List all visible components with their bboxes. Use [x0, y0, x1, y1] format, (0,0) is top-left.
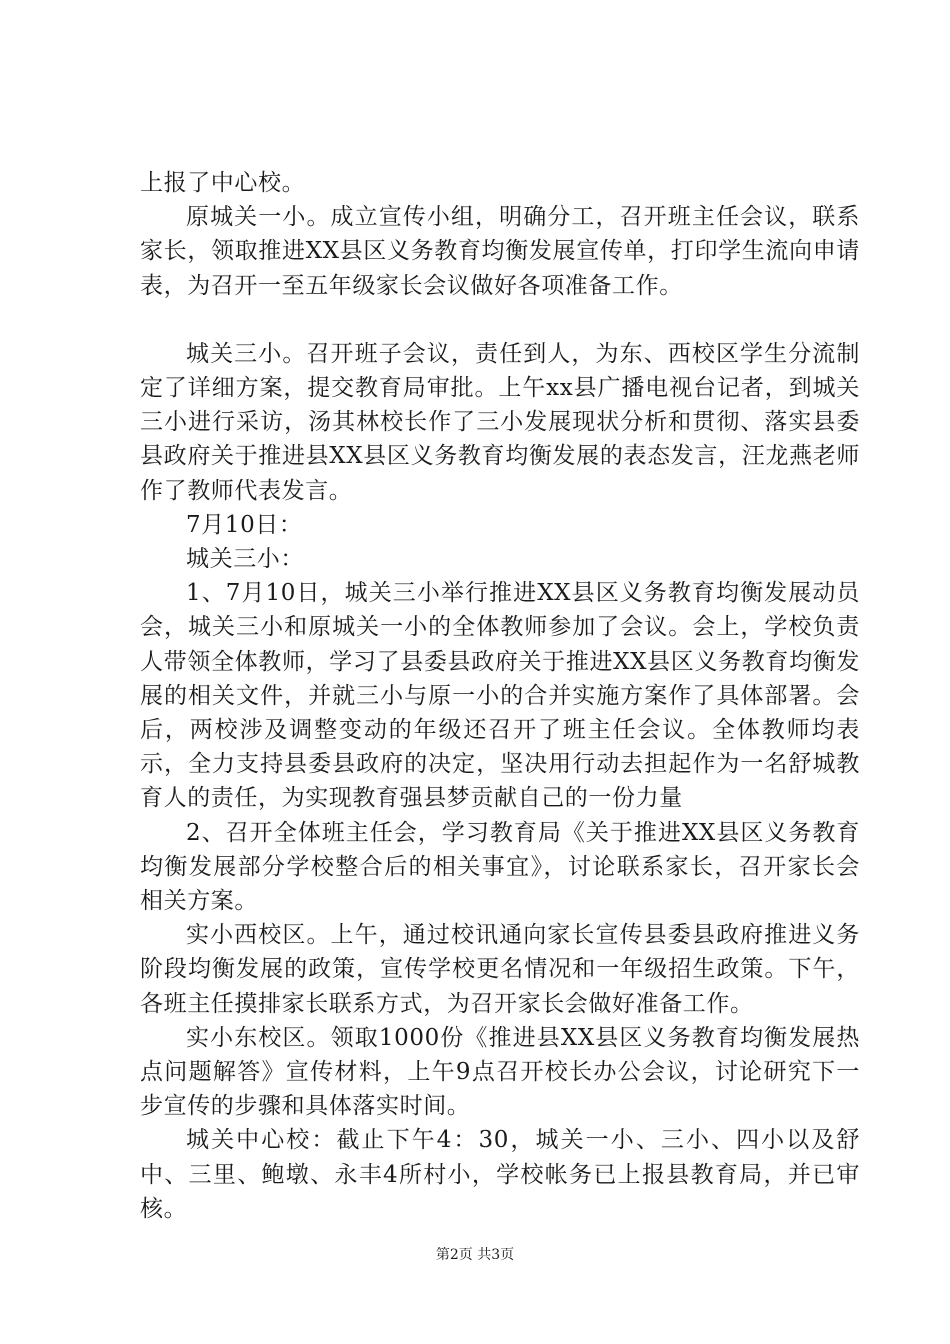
paragraph-central-school: 城关中心校：截止下午4：30，城关一小、三小、四小以及舒中、三里、鲍墩、永丰4所村小，学校帐务已上报县教育局，并已审核。 — [140, 1127, 860, 1222]
paragraph-continuation: 上报了中心校。 — [140, 170, 306, 196]
paragraph-item-2: 2、召开全体班主任会，学习教育局《关于推进XX县区义务教育均衡发展部分学校整合后的相关事宜》，讨论联系家长，召开家长会相关方案。 — [140, 819, 860, 915]
paragraph-shixiao-west: 实小西校区。上午，通过校讯通向家长宣传县委县政府推进义务阶段均衡发展的政策，宣传学校更名情况和一年级招生政策。下午，各班主任摸排家长联系方式，为召开家长会做好准备工作。 — [140, 922, 860, 1017]
paragraph-chengguan-yixiao: 原城关一小。成立宣传小组，明确分工，召开班主任会议，联系家长，领取推进XX县区义务教育均衡发展宣传单，打印学生流向申请表，为召开一至五年级家长会议做好各项准备工作。 — [140, 204, 860, 299]
paragraph-chengguan-sanxiao: 城关三小。召开班子会议，责任到人，为东、西校区学生分流制定了详细方案，提交教育局审批。上午xx县广播电视台记者，到城关三小进行采访，汤其林校长作了三小发展现状分析和贯彻、落实县委县政府关于推进县XX县区义务教育均衡发展的表态发言，汪龙燕老师作了教师代表发言。 — [140, 340, 860, 504]
paragraph-shixiao-east: 实小东校区。领取1000份《推进县XX县区义务教育均衡发展热点问题解答》宣传材料，上午9点召开校长办公会议，讨论研究下一步宣传的步骤和具体落实时间。 — [140, 1024, 860, 1120]
paragraph-item-1: 1、7月10日，城关三小举行推进XX县区义务教育均衡发展动员会，城关三小和原城关一小的全体教师参加了会议。会上，学校负责人带领全体教师，学习了县委县政府关于推进XX县区义务教育均衡发展的相关文件，并就三小与原一小的合并实施方案作了具体部署。会后，两校涉及调整变动的年级还召开了班主任会议。全体教师均表示，全力支持县委县政府的决定，坚决用行动去担起作为一名舒城教育人的责任，为实现教育强县梦贡献自己的一份力量 — [140, 580, 860, 812]
date-heading: 7月10日： — [186, 511, 303, 538]
page-footer: 第2页 共3页 — [435, 1247, 515, 1263]
section-heading-chengguan-sanxiao: 城关三小： — [186, 546, 304, 573]
document-body — [140, 166, 860, 1226]
